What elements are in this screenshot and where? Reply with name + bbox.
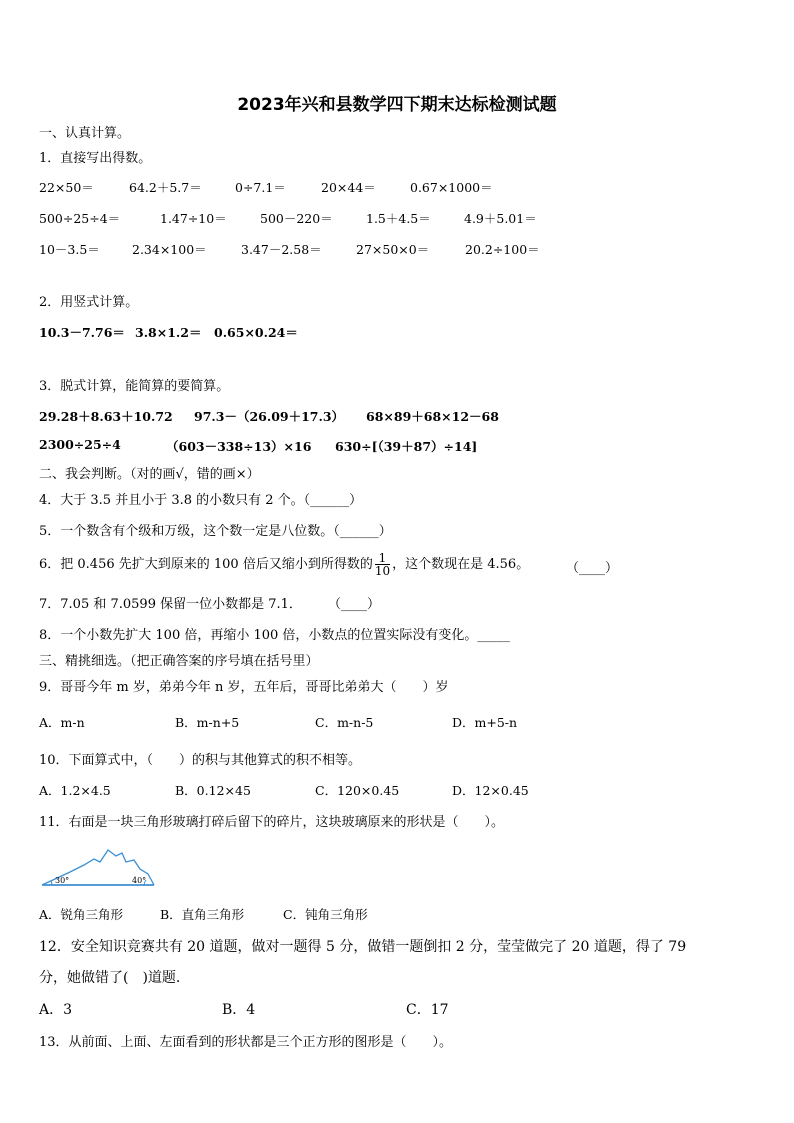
question-2-label: 2．用竖式计算。: [39, 295, 139, 310]
q11-option-b: B．直角三角形: [160, 907, 245, 922]
q1-item: 2.34×100＝: [132, 242, 207, 257]
q11-option-c: C．钝角三角形: [283, 907, 368, 922]
section-2-heading: 二、我会判断。（对的画√，错的画×）: [39, 467, 260, 482]
q10-option-a: A．1.2×4.5: [39, 783, 111, 798]
q10-option-b: B．0.12×45: [175, 783, 251, 798]
q1-item: 4.9＋5.01＝: [464, 211, 537, 226]
question-9: 9．哥哥今年 m 岁，弟弟今年 n 岁，五年后，哥哥比弟弟大（ ）岁: [39, 680, 449, 695]
q10-option-c: C．120×0.45: [315, 783, 400, 798]
q11-option-a: A．锐角三角形: [39, 907, 124, 922]
q2-item: 0.65×0.24＝: [214, 325, 298, 340]
q3-item: 97.3－（26.09＋17.3）: [194, 409, 345, 424]
question-3-label: 3．脱式计算，能简算的要简算。: [39, 379, 230, 394]
q3-item: 630÷[（39＋87）÷14]: [335, 439, 478, 454]
section-1-heading: 一、认真计算。: [39, 126, 131, 141]
q10-option-d: D．12×0.45: [452, 783, 529, 798]
q1-item: 3.47－2.58＝: [241, 242, 322, 257]
q6-text-before: 6．把 0.456 先扩大到原来的 100 倍后又缩小到所得数的: [39, 557, 373, 572]
q7-answer-blank: （____）: [328, 597, 381, 612]
page-title: 2023年兴和县数学四下期末达标检测试题: [237, 95, 557, 115]
q1-item: 10－3.5＝: [39, 242, 100, 257]
q1-item: 64.2＋5.7＝: [129, 180, 202, 195]
q1-item: 1.5＋4.5＝: [366, 211, 431, 226]
question-8: 8．一个小数先扩大 100 倍，再缩小 100 倍，小数点的位置实际没有变化。_____: [39, 628, 510, 643]
q9-option-b: B．m-n+5: [175, 715, 240, 730]
q6-fraction: [375, 552, 390, 577]
q12-option-b: B．4: [222, 1002, 256, 1018]
right-angle-label: 40°: [132, 876, 147, 885]
question-10: 10．下面算式中，（ ）的积与其他算式的积不相等。: [39, 753, 362, 768]
q12-option-c: C．17: [406, 1002, 449, 1018]
question-11: 11．右面是一块三角形玻璃打碎后留下的碎片，这块玻璃原来的形状是（ ）。: [39, 815, 505, 830]
question-1-label: 1．直接写出得数。: [39, 151, 152, 166]
q6-text-after: ，这个数现在是 4.56。: [392, 557, 530, 572]
q2-item: 10.3－7.76＝: [39, 325, 125, 340]
q9-option-c: C．m-n-5: [315, 715, 374, 730]
q2-item: 3.8×1.2＝: [135, 325, 202, 340]
q1-item: 20.2÷100＝: [465, 242, 540, 257]
question-5: 5．一个数含有个级和万级，这个数一定是八位数。（______）: [39, 524, 392, 539]
q9-option-d: D．m+5-n: [452, 715, 518, 730]
question-12-line-1: 12．安全知识竞赛共有 20 道题，做对一题得 5 分，做错一题倒扣 2 分，莹莹做完了 20 道题，得了 79: [39, 939, 687, 955]
q3-item: 2300÷25÷4: [39, 437, 121, 452]
q1-item: 500－220＝: [260, 211, 333, 226]
q3-item: 29.28＋8.63＋10.72: [39, 409, 173, 424]
question-7: 7．7.05 和 7.0599 保留一位小数都是 7.1．: [39, 597, 302, 612]
q1-item: 1.47÷10＝: [160, 211, 227, 226]
q1-item: 22×50＝: [39, 180, 94, 195]
question-6: [39, 552, 529, 577]
glass-fragment-figure: [38, 843, 158, 889]
q1-item: 500÷25÷4＝: [39, 211, 121, 226]
question-13: 13．从前面、上面、左面看到的形状都是三个正方形的图形是（ ）。: [39, 1035, 453, 1050]
q1-item: 20×44＝: [321, 180, 376, 195]
question-4: 4．大于 3.5 并且小于 3.8 的小数只有 2 个。（______）: [39, 493, 363, 508]
left-angle-label: 30°: [55, 876, 70, 885]
q6-answer-blank: （____）: [566, 561, 619, 576]
q1-item: 0÷7.1＝: [235, 180, 286, 195]
section-3-heading: 三、精挑细选。（把正确答案的序号填在括号里）: [39, 654, 319, 669]
q9-option-a: A．m-n: [39, 715, 85, 730]
q3-item: （603－338÷13）×16: [166, 439, 312, 454]
question-12-line-2: 分，她做错了( )道题.: [39, 970, 181, 986]
q6-frac-numerator: 1: [375, 552, 390, 565]
q1-item: 27×50×0＝: [356, 242, 430, 257]
q6-frac-denominator: 10: [374, 564, 391, 578]
q3-item: 68×89＋68×12－68: [366, 409, 499, 424]
q1-item: 0.67×1000＝: [410, 180, 493, 195]
q12-option-a: A．3: [39, 1002, 73, 1018]
